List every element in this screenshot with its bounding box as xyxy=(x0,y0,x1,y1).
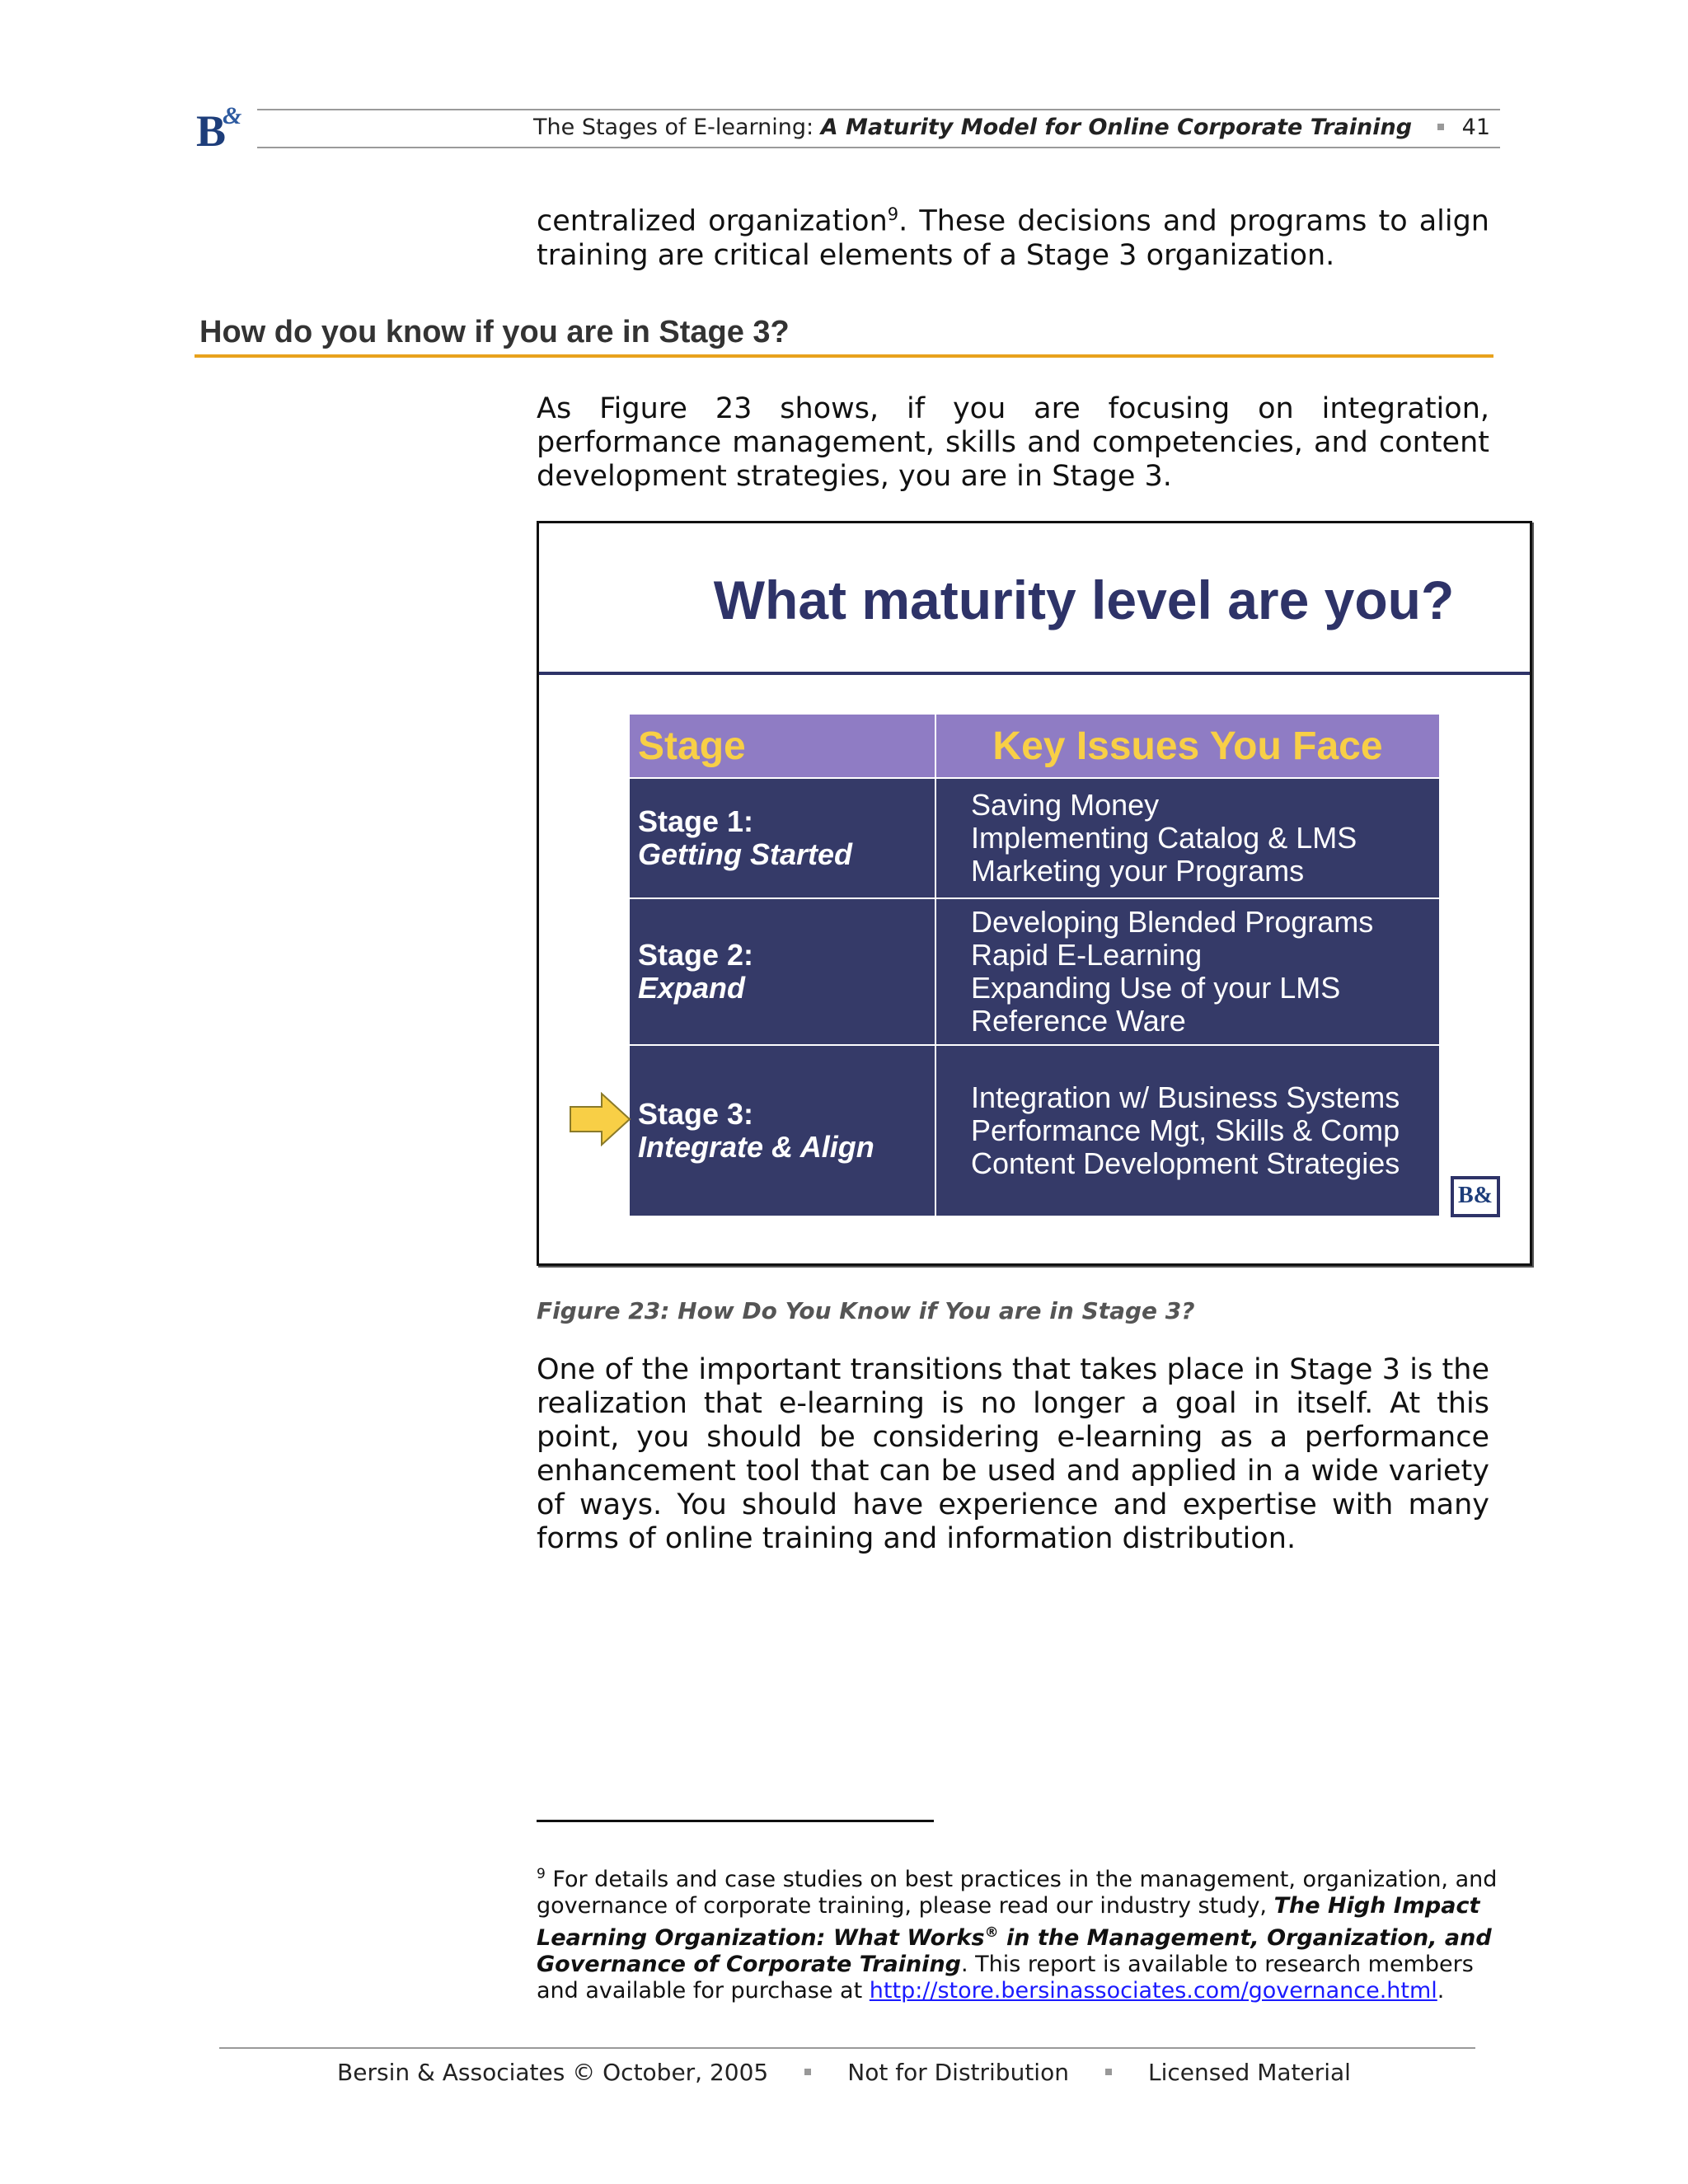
issue-item: Performance Mgt, Skills & Comp xyxy=(971,1113,1400,1147)
paragraph-1-text: centralized organization xyxy=(537,204,888,238)
stage-name: Getting Started xyxy=(638,837,853,871)
paragraph-3: One of the important transitions that takes place in Stage 3 is the realization that e-learning is no longer a goal in itself. At this point, you should be considering e-learning as a performance enhancement tool that can be used and applied in a wide variety of ways. You should have experience and expertise with many forms of online training and information distribution. xyxy=(537,1353,1489,1555)
company-logo-small: B& xyxy=(1451,1176,1500,1217)
footnote-rule xyxy=(537,1820,934,1822)
column-header-issues: Key Issues You Face xyxy=(935,714,1440,778)
footnote-marker: 9 xyxy=(537,1866,546,1882)
table-row xyxy=(629,898,1440,1045)
issues-cell xyxy=(935,1045,1440,1216)
header-subtitle: A Maturity Model for Online Corporate Training xyxy=(820,115,1413,140)
footer-distribution: Not for Distribution xyxy=(847,2059,1069,2086)
stage-label: Stage 1: xyxy=(638,804,754,838)
issues-cell xyxy=(935,898,1440,1045)
stage-name: Integrate & Align xyxy=(638,1130,874,1164)
running-header xyxy=(533,115,1490,140)
footnote-text: For details and case studies on best practices in the management, organization, and governance of corporate training, please read our industry study, xyxy=(537,1867,1498,1919)
stage-cell xyxy=(629,778,935,898)
stage-label: Stage 2: xyxy=(638,938,754,972)
registered-mark: ® xyxy=(984,1924,999,1941)
table-row xyxy=(629,1045,1440,1216)
footnote-end: . xyxy=(1437,1978,1445,2004)
issue-item: Rapid E-Learning xyxy=(971,938,1203,972)
footnote-title-rest: in the Management, Organization, and Governance of Corporate Training xyxy=(537,1925,1492,1977)
stage-label: Stage 3: xyxy=(638,1097,754,1131)
stage-cell xyxy=(629,1045,935,1216)
footnote-ref: 9 xyxy=(887,204,899,224)
paragraph-1-rest: . These decisions and programs to align training are critical elements of a Stage 3 organization. xyxy=(537,204,1489,272)
paragraph-2: As Figure 23 shows, if you are focusing on integration, performance management, skills and competencies, and content development strategies, you are in Stage 3. xyxy=(537,392,1489,493)
figure-caption: Figure 23: How Do You Know if You are in Stage 3? xyxy=(537,1297,1195,1324)
issue-item: Implementing Catalog & LMS xyxy=(971,821,1357,855)
section-rule xyxy=(195,354,1493,358)
stage-name: Expand xyxy=(638,971,746,1005)
footnote-text-2: . This report is available to research members and available for purchase at xyxy=(537,1952,1474,2004)
stage-cell xyxy=(629,898,935,1045)
page-number: 41 xyxy=(1461,115,1490,140)
arrow-right-icon xyxy=(569,1092,631,1146)
header-rule-top xyxy=(257,109,1500,110)
maturity-table xyxy=(628,713,1441,1217)
footnote-title: The High Impact Learning Organization: What Works xyxy=(537,1893,1480,1951)
footnote xyxy=(537,1861,1501,2004)
issue-item: Reference Ware xyxy=(971,1004,1186,1038)
company-logo: B& xyxy=(196,102,239,156)
paragraph-1 xyxy=(537,198,1489,273)
store-link[interactable]: http://store.bersinassociates.com/governance.html xyxy=(869,1978,1437,2004)
footer-license: Licensed Material xyxy=(1147,2059,1351,2086)
maturity-figure xyxy=(537,521,1532,1266)
header-rule-bottom xyxy=(257,147,1500,148)
bullet-square-icon xyxy=(804,2069,811,2075)
figure-title-rule xyxy=(539,672,1530,675)
issue-item: Integration w/ Business Systems xyxy=(971,1080,1400,1114)
page-footer xyxy=(0,2059,1688,2086)
header-title: The Stages of E-learning: xyxy=(533,115,814,140)
table-header-row xyxy=(629,714,1440,778)
issue-item: Marketing your Programs xyxy=(971,854,1305,888)
issues-cell xyxy=(935,778,1440,898)
issue-item: Saving Money xyxy=(971,788,1160,822)
issue-item: Expanding Use of your LMS xyxy=(971,971,1341,1005)
footer-copyright: Bersin & Associates © October, 2005 xyxy=(337,2059,769,2086)
figure-title: What maturity level are you? xyxy=(713,569,1455,630)
issue-item: Developing Blended Programs xyxy=(971,905,1374,939)
table-row xyxy=(629,778,1440,898)
issue-item: Content Development Strategies xyxy=(971,1146,1400,1180)
bullet-square-icon xyxy=(1105,2069,1112,2075)
bullet-square-icon xyxy=(1437,124,1444,130)
section-heading: How do you know if you are in Stage 3? xyxy=(199,315,790,349)
column-header-stage: Stage xyxy=(629,714,935,778)
footer-rule xyxy=(219,2047,1475,2049)
